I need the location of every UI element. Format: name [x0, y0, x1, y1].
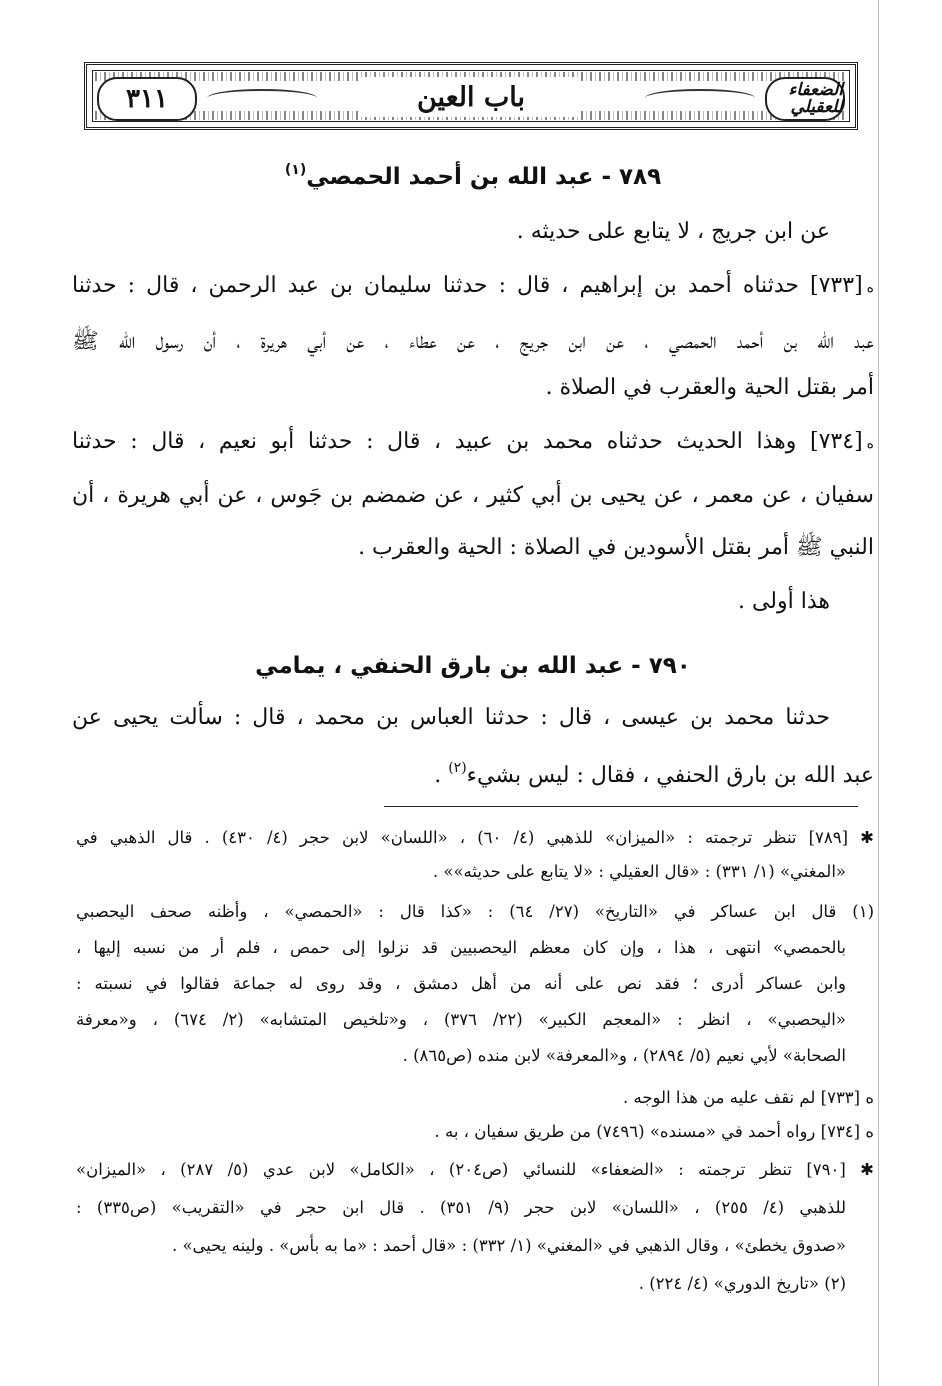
footnote-line: وابن عساكر أدرى ؛ فقد نص على أنه من أهل دمشق ، وقد روى له جماعة فقالوا في نسبته : — [76, 974, 846, 993]
entry-title-text: ٧٩٠ - عبد الله بن بارق الحنفي ، يمامي — [255, 653, 691, 679]
footnote-line: الصحابة» لأبي نعيم (٥/ ٢٨٩٤) ، و«المعرفة» لابن منده (ص٨٦٥) . — [402, 1046, 846, 1065]
footnote-line: ه [٧٣٣] لم نقف عليه من هذا الوجه . — [622, 1088, 874, 1107]
book-logo-text: الضعفاء للعقيلي — [788, 80, 843, 117]
body-text: . — [434, 763, 442, 788]
body-line: أمر بقتل الحية والعقرب في الصلاة . — [545, 375, 874, 400]
body-line — [72, 748, 874, 788]
hadith-line — [72, 266, 874, 306]
body-line: هذا أولى . — [737, 589, 830, 614]
entry-title-text: ٧٨٩ - عبد الله بن أحمد الحمصي — [306, 164, 662, 190]
entry-title-789 — [72, 150, 874, 190]
entry-title-790 — [72, 646, 874, 686]
footnote-separator — [384, 806, 858, 807]
body-text: عبد الله بن بارق الحنفي ، فقال : ليس بشيء — [466, 763, 874, 788]
circle-marker-icon: ه — [866, 280, 874, 296]
footnote-line: بالحمصي» انتهى ، هذا ، وإن كان معظم اليحصبيين قد نزلوا إلى حمص ، فلم أر من نسبه إليها ، — [76, 938, 846, 957]
footnote-line: ✱ [٧٩٠] تنظر ترجمته : «الضعفاء» للنسائي (ص٢٠٤) ، «الكامل» لابن عدي (٥/ ٢٨٧) ، «الميزان» — [76, 1160, 874, 1179]
footnote-ref: (١) — [284, 162, 307, 178]
footnote-line: للذهبي (٤/ ٢٥٥) ، «اللسان» لابن حجر (٩/ ٣٥١) . قال ابن حجر في «التقريب» (ص٣٣٥) : — [76, 1198, 847, 1217]
body-line: عبد الله بن أحمد الحمصي ، عن ابن جريج ، عن عطاء ، عن أبي هريرة ، أن رسول الله ﷺ — [72, 329, 874, 354]
footnote-line: «صدوق يخطئ» ، وقال الذهبي في «المغني» (١/ ٣٣٢) : «قال أحمد : «ما به بأس» . ولينه يحيى» . — [171, 1236, 846, 1255]
body-line: عن ابن جريج ، لا يتابع على حديثه . — [516, 219, 830, 244]
footnote-line: «اليحصبي» ، انظر : «المعجم الكبير» (٢٢/ ٣٧٦) ، و«تلخيص المتشابه» (٢/ ٦٧٤) ، و«معرفة — [76, 1010, 846, 1029]
body-line: حدثنا محمد بن عيسى ، قال : حدثنا العباس بن محمد ، قال : سألت يحيى عن — [72, 705, 830, 730]
hadith-text: [٧٣٣] حدثناه أحمد بن إبراهيم ، قال : حدثنا سليمان بن عبد الرحمن ، قال : حدثنا — [72, 273, 863, 298]
footnote-line: «المغني» (١/ ٣٣١) : «قال العقيلي : «لا يتابع على حديثه»» . — [432, 862, 846, 881]
footnote-line: (٢) «تاريخ الدوري» (٤/ ٢٢٤) . — [638, 1274, 846, 1293]
body-line: سفيان ، عن معمر ، عن يحيى بن أبي كثير ، عن ضمضم بن جَوس ، عن أبي هريرة ، أن — [72, 483, 874, 508]
body-line: النبي ﷺ أمر بقتل الأسودين في الصلاة : الحية والعقرب . — [358, 535, 874, 560]
footnote-ref: (٢) — [448, 760, 467, 776]
hadith-text: [٧٣٤] وهذا الحديث حدثناه محمد بن عبيد ، قال : حدثنا أبو نعيم ، قال : حدثنا — [72, 429, 863, 454]
circle-marker-icon: ه — [866, 436, 874, 452]
page-number: ٣١١ — [126, 84, 168, 114]
hadith-line — [72, 422, 874, 462]
footnote-line: ✱ [٧٨٩] تنظر ترجمته : «الميزان» للذهبي (٤/ ٦٠) ، «اللسان» لابن حجر (٤/ ٤٣٠) . قال الذهبي في — [76, 828, 874, 847]
footnote-line: (١) قال ابن عساكر في «التاريخ» (٢٧/ ٦٤) : «كذا قال : «الحمصي» ، وأظنه صحف اليحصبي — [76, 902, 874, 921]
chapter-title: باب العين — [361, 77, 581, 117]
footnote-line: ه [٧٣٤] رواه أحمد في «مسنده» (٧٤٩٦) من طريق سفيان ، به . — [434, 1122, 874, 1141]
